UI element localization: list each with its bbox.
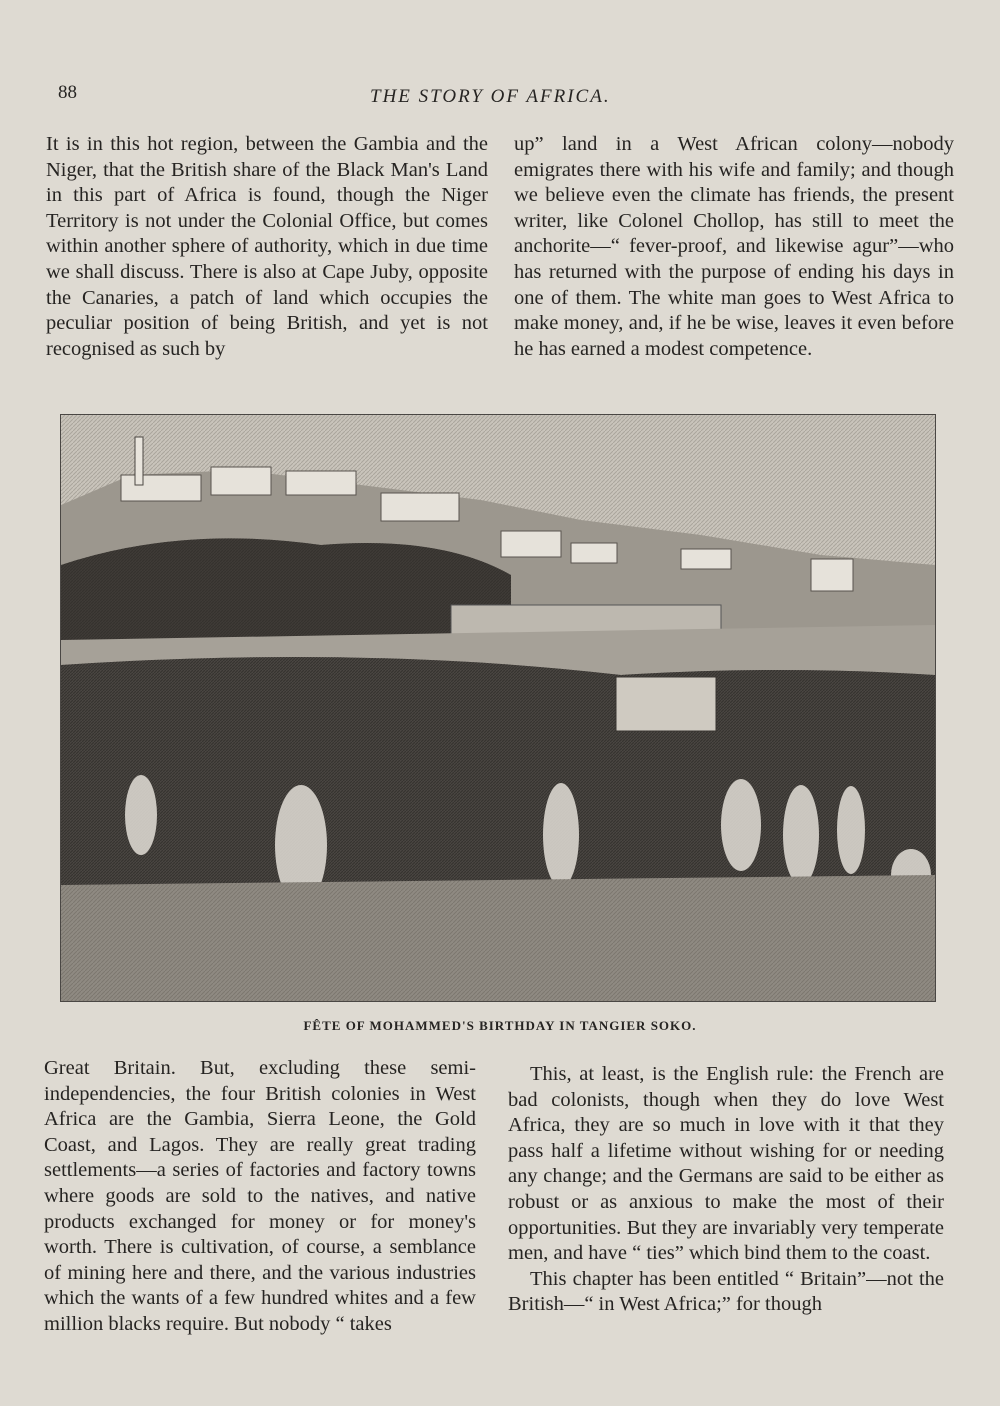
illustration-caption: FÊTE OF MOHAMMED'S BIRTHDAY IN TANGIER SOKO. (303, 1018, 697, 1033)
paragraph: Great Britain. But, excluding these semi-independencies, the four British colonies in West Africa are the Gambia, Sierra Leone, the Gold Coast, and Lagos. They are really great trading settlements—a series of factories and factory towns where goods are sold to the natives, and native products exchanged for money or for money's worth. There is cultivation, of course, a semblance of mining here and there, and the various industries which the wants of a few hundred whites and a few million blacks require. But nobody “ takes (44, 1057, 476, 1335)
engraving-illustration (60, 414, 936, 1002)
paragraph: It is in this hot region, between the Gambia and the Niger, that the British share of the Black Man's Land in this part of Africa is found, though the Niger Territory is not under the Colonial Office, but comes within another sphere of authority, which in due time we shall discuss. There is also at Cape Juby, opposite the Canaries, a patch of land which occupies the peculiar position of being British, and yet is not recognised as such by (46, 133, 488, 360)
running-title: THE STORY OF AFRICA. (370, 86, 611, 107)
text-column-top-right (514, 132, 954, 362)
page-number: 88 (58, 82, 77, 103)
minaret (135, 437, 143, 485)
canopy-structure (616, 677, 716, 731)
text-column-top-left (46, 132, 488, 362)
text-column-bottom-right (508, 1062, 944, 1318)
text-column-bottom-left (44, 1056, 476, 1338)
paragraph: This chapter has been entitled “ Britain”—not the British—“ in West Africa;” for though (508, 1267, 944, 1316)
paragraph: up” land in a West African colony—nobody emigrates there with his wife and family; and though we believe even the climate has friends, the present writer, like Colonel Chollop, has still to meet the anchorite—“ fever-proof, and likewise agur”—who has returned with the purpose of ending his days in one of them. The white man goes to West Africa to make money, and, if he be wise, leaves it even before he has earned a modest competence. (514, 133, 954, 360)
paragraph: This, at least, is the English rule: the French are bad colonists, though when they do love West Africa, they are so much in love with it that they pass half a lifetime without wishing for or needing any change; and the Germans are said to be either as robust or as anxious to make the most of their opportunities. But they are invariably very temperate men, and have “ ties” which bind them to the coast. (508, 1063, 944, 1265)
engraving-drawing (61, 415, 935, 1001)
